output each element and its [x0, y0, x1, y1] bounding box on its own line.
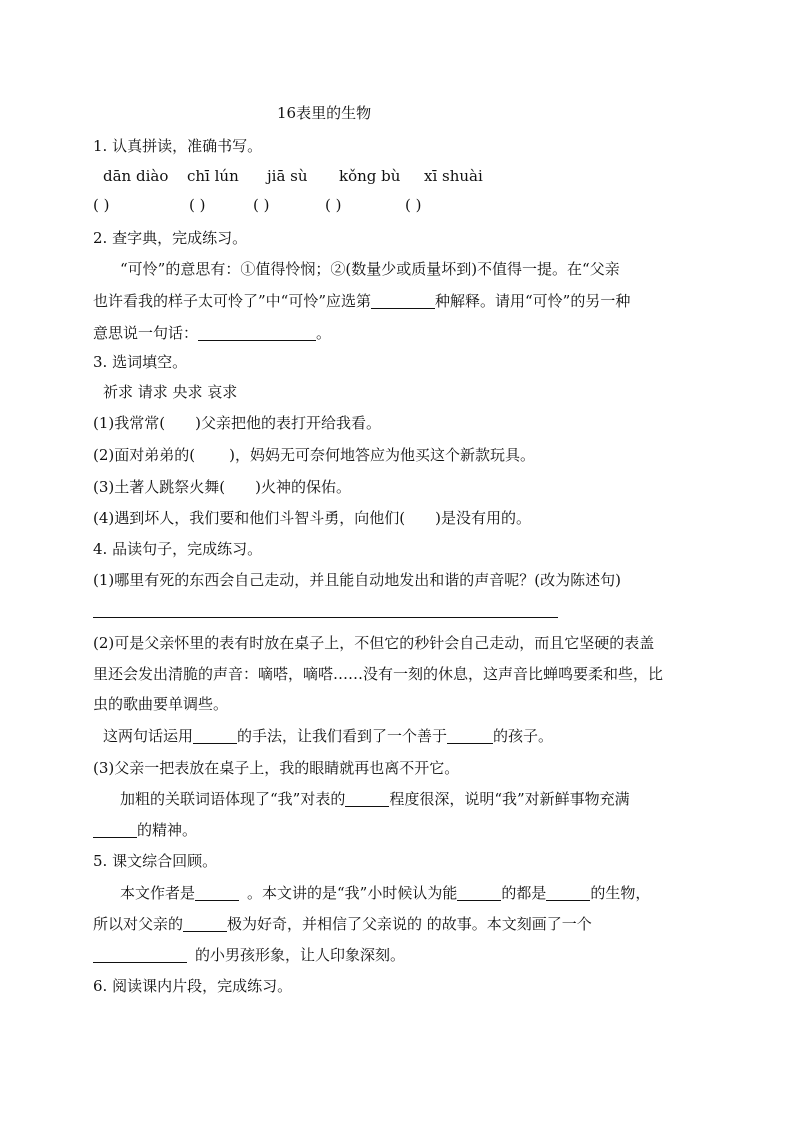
q5-heading: 5. 课文综合回顾。 — [93, 852, 218, 870]
q2-text: 意思说一句话： — [93, 324, 199, 342]
q-text: 的生物， — [590, 884, 651, 902]
answer-blank[interactable] — [93, 946, 187, 963]
pinyin-item: dān diào — [103, 167, 169, 185]
answer-blank[interactable] — [345, 790, 389, 807]
q2-heading: 2. 查字典，完成练习。 — [93, 229, 248, 247]
answer-blank[interactable] — [447, 727, 493, 744]
answer-blank[interactable] — [198, 324, 316, 341]
answer-blank[interactable] — [546, 884, 590, 901]
q2-text: 也许看我的样子太可怜了”中“可怜”应选第 — [93, 292, 372, 310]
q2-line-3 — [93, 323, 331, 343]
q4-sentence-2-line-3: 虫的歌曲要单调些。 — [93, 695, 229, 713]
q2-line-2 — [93, 291, 630, 311]
answer-paren[interactable]: ( ) — [93, 196, 110, 214]
q-text: 极为好奇，并相信了父亲说的 的故事。本文刻画了一个 — [227, 915, 592, 933]
answer-paren[interactable]: ( ) — [405, 196, 422, 214]
item-text: (1)我常常( — [93, 414, 166, 432]
pinyin-item: jiā sù — [267, 167, 308, 185]
q3-item-1 — [93, 413, 381, 433]
q5-line-2 — [93, 914, 592, 934]
item-text: )父亲把他的表打开给我看。 — [195, 414, 381, 432]
answer-blank[interactable] — [371, 292, 435, 309]
item-text: )，妈妈无可奈何地答应为他买这个新款玩具。 — [229, 446, 535, 464]
item-text: )火神的保佑。 — [255, 478, 351, 496]
q-text: 的孩子。 — [493, 727, 554, 745]
q1-answer-row — [93, 195, 421, 215]
answer-paren[interactable]: ( ) — [325, 196, 342, 214]
q3-heading: 3. 选词填空。 — [93, 353, 188, 371]
q-text: 本文作者是 — [120, 884, 196, 902]
q4-question-2 — [103, 726, 553, 746]
answer-blank[interactable] — [195, 884, 239, 901]
answer-blank[interactable] — [93, 821, 137, 838]
q-text: 的小男孩形象，让人印象深刻。 — [195, 946, 406, 964]
q3-item-2 — [93, 445, 535, 465]
q1-pinyin-row — [103, 166, 483, 186]
q-text: 这两句话运用 — [103, 727, 194, 745]
q4-question-3-cont — [93, 820, 197, 840]
item-text: (4)遇到坏人，我们要和他们斗智斗勇，向他们( — [93, 509, 406, 527]
q4-heading: 4. 品读句子，完成练习。 — [93, 540, 263, 558]
answer-paren[interactable]: ( ) — [253, 196, 270, 214]
q2-text: 种解释。请用“可怜”的另一种 — [435, 292, 631, 310]
answer-blank[interactable] — [193, 727, 237, 744]
q-text: 。本文讲的是“我”小时候认为能 — [247, 884, 458, 902]
item-text: )是没有用的。 — [435, 509, 531, 527]
item-text: (3)土著人跳祭火舞( — [93, 478, 226, 496]
q3-item-3 — [93, 477, 351, 497]
item-text: (2)面对弟弟的( — [93, 446, 196, 464]
q3-item-4 — [93, 508, 531, 528]
q4-question-3 — [120, 789, 630, 809]
q-text: 程度很深，说明“我”对新鲜事物充满 — [389, 790, 630, 808]
q5-line-1 — [120, 883, 650, 903]
page-title: 16表里的生物 — [277, 104, 372, 122]
q6-heading: 6. 阅读课内片段，完成练习。 — [93, 977, 293, 995]
q-text: 的精神。 — [137, 821, 198, 839]
answer-blank[interactable] — [457, 884, 501, 901]
q-text: 的手法，让我们看到了一个善于 — [237, 727, 448, 745]
q4-sentence-2-line-1: (2)可是父亲怀里的表有时放在桌子上，不但它的秒针会自己走动，而且它坚硬的表盖 — [93, 634, 655, 652]
q-text: 的都是 — [501, 884, 547, 902]
q4-sentence-3: (3)父亲一把表放在桌子上，我的眼睛就再也离不开它。 — [93, 759, 460, 777]
q5-line-3 — [93, 945, 405, 965]
q4-sentence-1: (1)哪里有死的东西会自己走动，并且能自动地发出和谐的声音呢？(改为陈述句) — [93, 571, 621, 589]
q4-answer-line[interactable] — [93, 617, 558, 618]
q3-word-bank: 祈求 请求 央求 哀求 — [103, 383, 238, 401]
pinyin-item: chī lún — [187, 167, 239, 185]
answer-paren[interactable]: ( ) — [189, 196, 206, 214]
q1-heading: 1. 认真拼读，准确书写。 — [93, 137, 263, 155]
q4-sentence-2-line-2: 里还会发出清脆的声音：嘀嗒，嘀嗒……没有一刻的休息，这声音比蝉鸣要柔和些，比 — [93, 665, 664, 683]
answer-blank[interactable] — [183, 915, 227, 932]
pinyin-item: kǒng bù — [339, 167, 401, 185]
q2-line-1: “可怜”的意思有：①值得怜悯；②(数量少或质量坏到)不值得一提。在“父亲 — [120, 260, 620, 278]
q-text: 加粗的关联词语体现了“我”对表的 — [120, 790, 346, 808]
q-text: 所以对父亲的 — [93, 915, 184, 933]
pinyin-item: xī shuài — [424, 167, 483, 185]
q2-text: 。 — [316, 324, 332, 342]
